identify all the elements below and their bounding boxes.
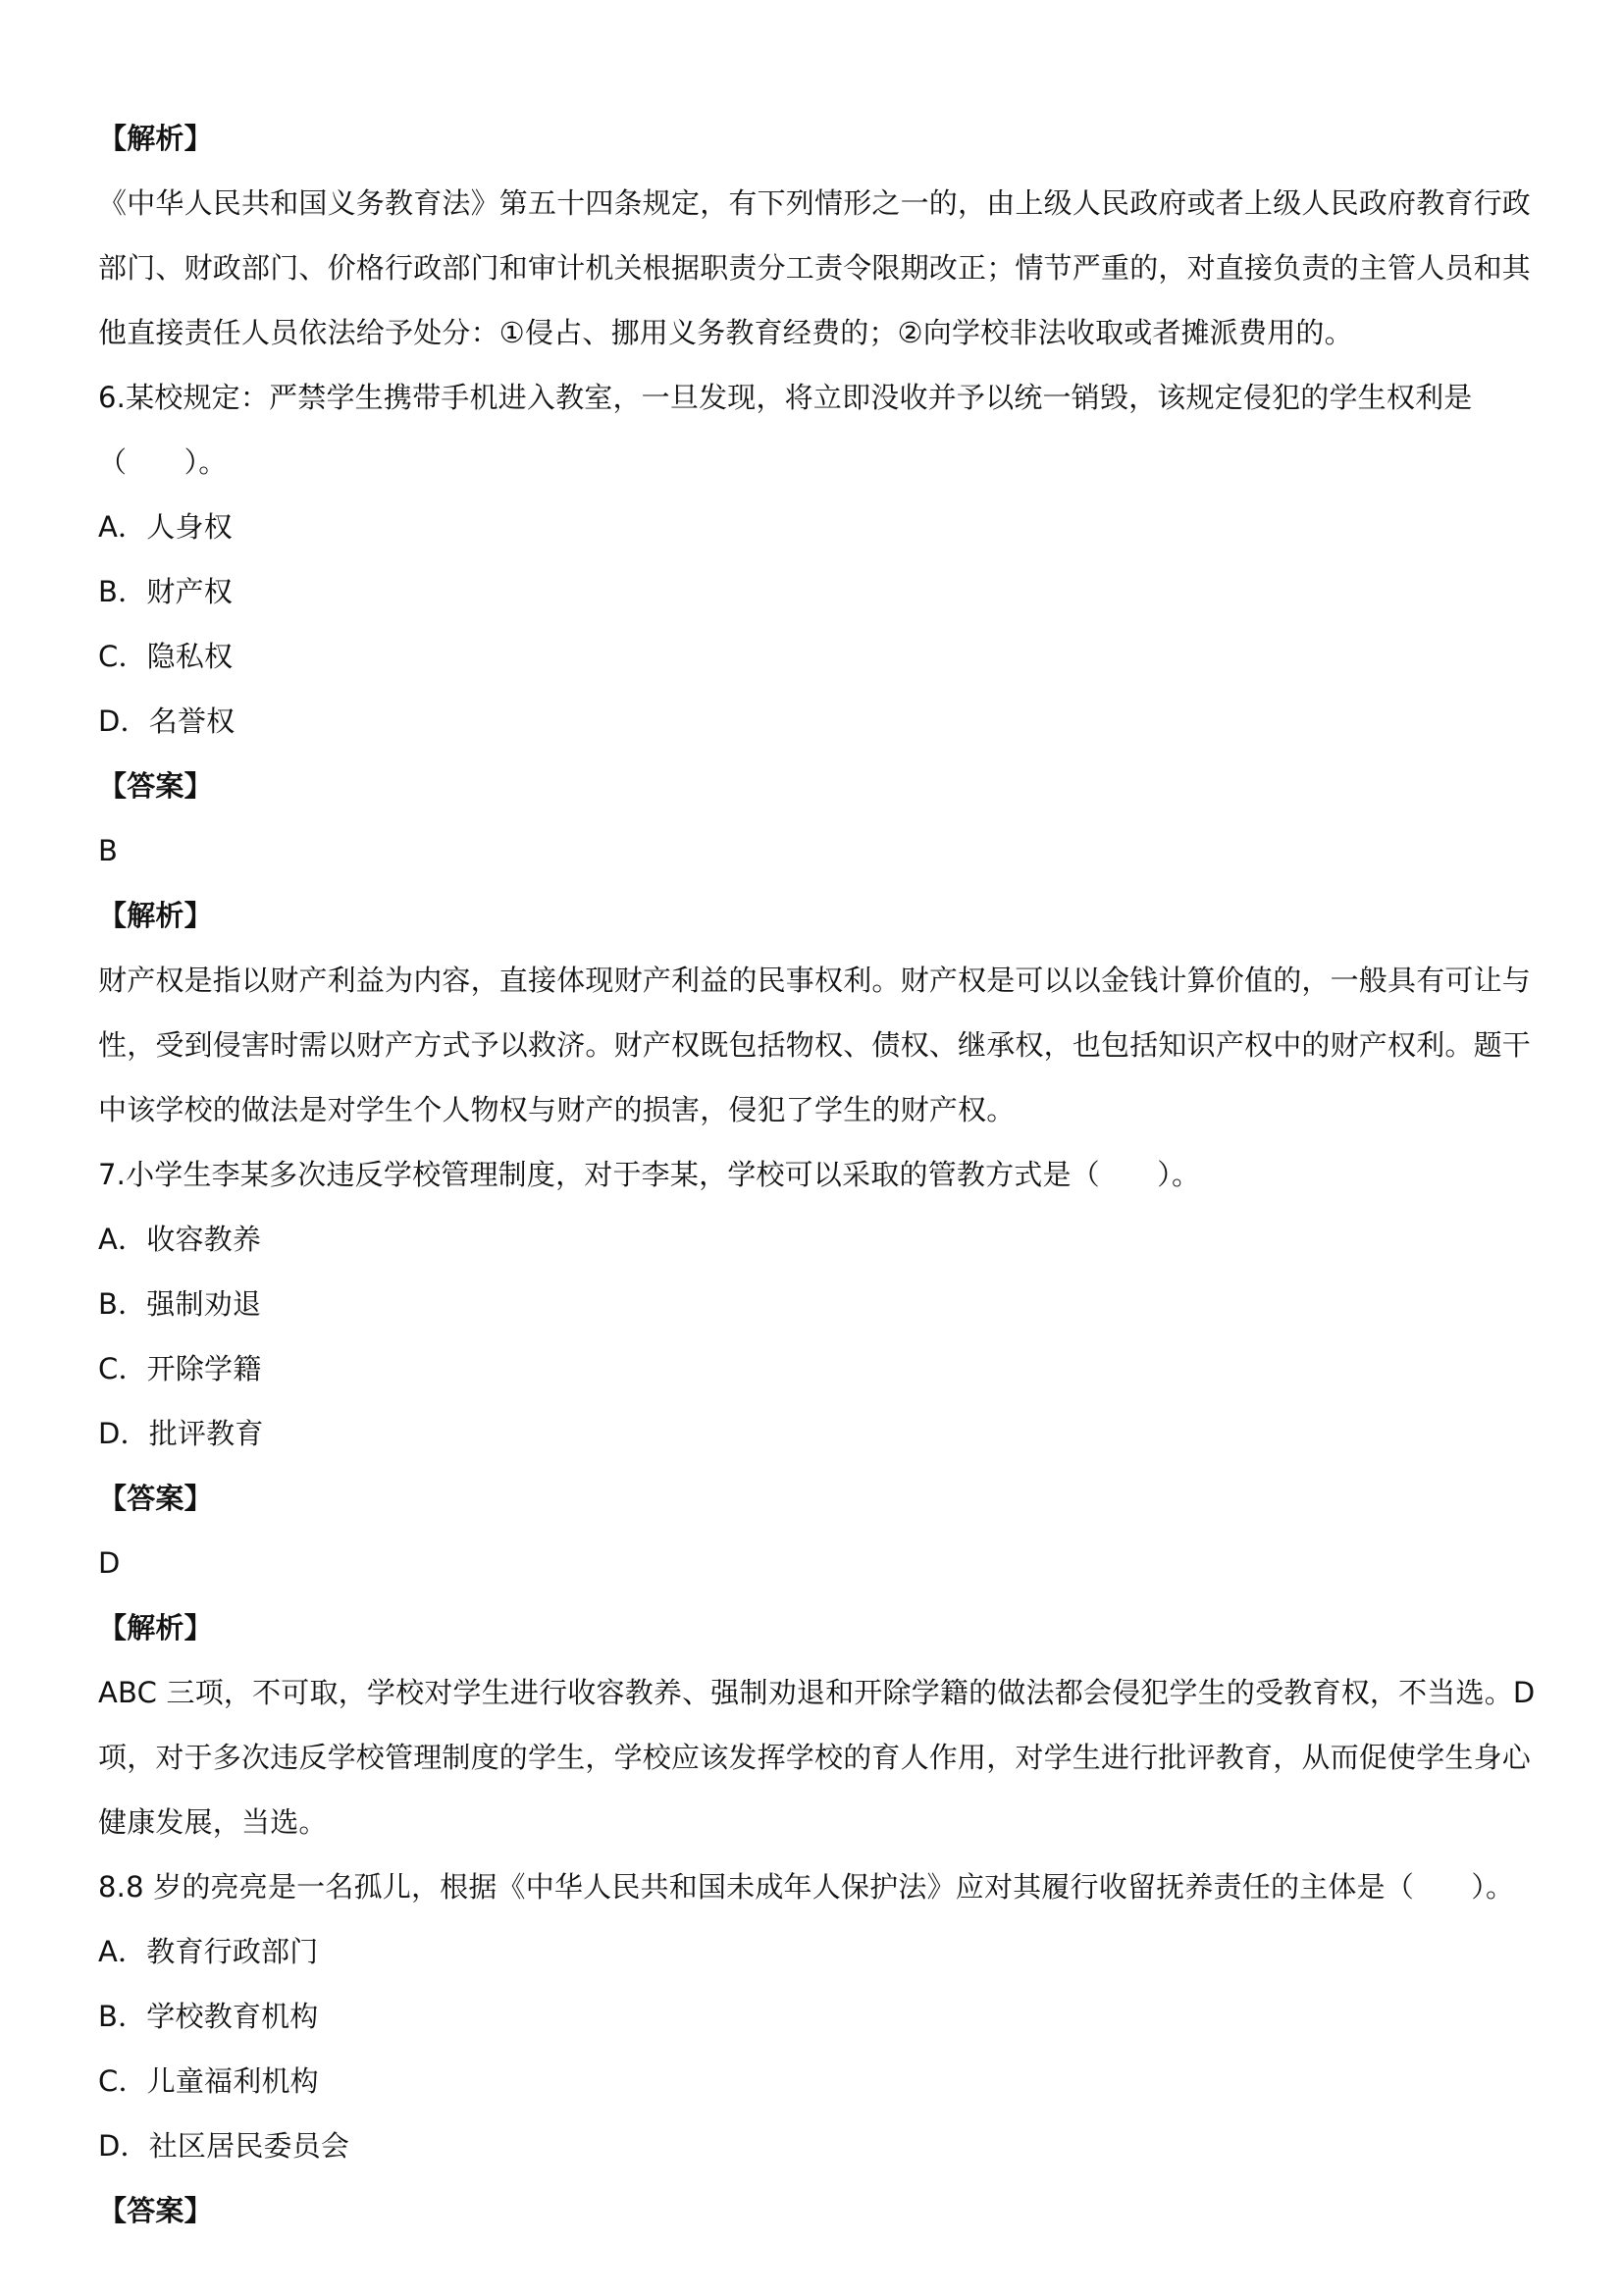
question-8-option-a: A．教育行政部门 [98, 1935, 319, 1968]
question-7-option-b: B．强制劝退 [98, 1287, 262, 1321]
question-6-stem: 6.某校规定：严禁学生携带手机进入教室，一旦发现，将立即没收并予以统一销毁，该规定侵犯的学生权利是 [98, 381, 1473, 414]
analysis-text-line: 健康发展，当选。 [98, 1805, 328, 1839]
question-8-option-b: B．学校教育机构 [98, 2000, 319, 2033]
analysis-text-line: 性，受到侵害时需以财产方式予以救济。财产权既包括物权、债权、继承权，也包括知识产权中的财产权利。题干 [98, 1028, 1532, 1062]
analysis-heading: 【解析】 [98, 899, 213, 932]
question-8-option-c: C．儿童福利机构 [98, 2064, 319, 2098]
analysis-text-line: 《中华人民共和国义务教育法》第五十四条规定，有下列情形之一的，由上级人民政府或者上级人民政府教育行政 [98, 186, 1532, 220]
question-6-option-b: B．财产权 [98, 575, 233, 608]
question-6-answer: B [98, 834, 119, 867]
analysis-text-line: 财产权是指以财产利益为内容，直接体现财产利益的民事权利。财产权是可以以金钱计算价值的，一般具有可让与 [98, 964, 1532, 997]
analysis-text-line: 项，对于多次违反学校管理制度的学生，学校应该发挥学校的育人作用，对学生进行批评教育，从而促使学生身心 [98, 1741, 1532, 1774]
analysis-text-line: 中该学校的做法是对学生个人物权与财产的损害，侵犯了学生的财产权。 [98, 1093, 1016, 1126]
analysis-heading: 【解析】 [98, 122, 213, 155]
answer-heading: 【答案】 [98, 1482, 213, 1515]
answer-heading: 【答案】 [98, 2194, 213, 2227]
question-7-answer: D [98, 1546, 121, 1580]
analysis-heading: 【解析】 [98, 1611, 213, 1644]
question-6-option-c: C．隐私权 [98, 640, 234, 673]
question-6-option-a: A．人身权 [98, 510, 233, 544]
analysis-text-line: 他直接责任人员依法给予处分：①侵占、挪用义务教育经费的；②向学校非法收取或者摊派费用的。 [98, 316, 1353, 349]
question-7-stem: 7.小学生李某多次违反学校管理制度，对于李某，学校可以采取的管教方式是（ ）。 [98, 1158, 1201, 1191]
question-7-option-d: D．批评教育 [98, 1417, 264, 1450]
question-7-option-c: C．开除学籍 [98, 1352, 262, 1385]
question-6-option-d: D．名誉权 [98, 704, 236, 738]
question-7-option-a: A．收容教养 [98, 1223, 262, 1256]
question-8-option-d: D．社区居民委员会 [98, 2129, 350, 2163]
question-8-stem: 8.8 岁的亮亮是一名孤儿，根据《中华人民共和国未成年人保护法》应对其履行收留抚养责任的主体是（ ）。 [98, 1870, 1515, 1904]
question-6-stem: （ ）。 [98, 445, 228, 479]
answer-heading: 【答案】 [98, 769, 213, 803]
analysis-text-line: ABC 三项，不可取，学校对学生进行收容教养、强制劝退和开除学籍的做法都会侵犯学生的受教育权，不当选。D [98, 1676, 1536, 1709]
analysis-text-line: 部门、财政部门、价格行政部门和审计机关根据职责分工责令限期改正；情节严重的，对直接负责的主管人员和其 [98, 251, 1532, 285]
